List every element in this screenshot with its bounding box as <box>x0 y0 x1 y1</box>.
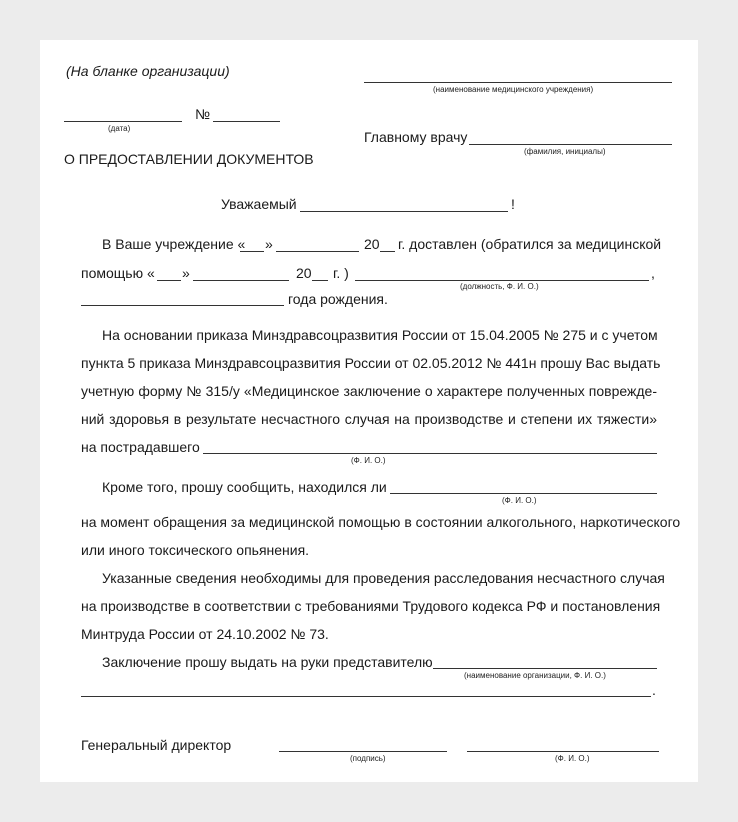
p1-line2-prefix: помощью « <box>81 265 155 281</box>
p1-year-prefix: 20 <box>364 236 380 252</box>
signature-label: Генеральный директор <box>81 737 232 753</box>
p3-fio-caption: (Ф. И. О.) <box>502 496 537 505</box>
p1-quote-close-2: » <box>182 265 190 281</box>
addressee-label: Главному врачу <box>364 129 468 145</box>
chief-name-field[interactable] <box>469 144 672 145</box>
date-caption: (дата) <box>108 124 131 133</box>
p1-year-prefix-2: 20 <box>296 265 312 281</box>
date-field[interactable] <box>64 121 182 122</box>
signature-field[interactable] <box>279 751 447 752</box>
director-name-field[interactable] <box>467 751 659 752</box>
victim-position-field[interactable] <box>355 280 649 281</box>
birth-suffix: года рождения. <box>288 291 388 307</box>
number-field[interactable] <box>213 121 280 122</box>
p2-line3: учетную форму № 315/у «Медицинское заключение о характере полученных поврежде- <box>81 383 657 399</box>
p3-line1-prefix: Кроме того, прошу сообщить, находился ли <box>102 479 387 495</box>
p2-line1: На основании приказа Минздравсоцразвития России от 15.04.2005 № 275 и с учетом <box>102 327 658 343</box>
patient-name-field[interactable] <box>390 493 657 494</box>
p5-line1-prefix: Заключение прошу выдать на руки представителю <box>102 654 433 670</box>
p4-line3: Минтруда России от 24.10.2002 № 73. <box>81 626 329 642</box>
p2-line2: пункта 5 приказа Минздравсоцразвития России от 02.05.2012 № 441н прошу Вас выдать <box>81 355 661 371</box>
p1-line2-suffix: г. ) <box>333 265 349 281</box>
p1-quote-close: » <box>265 236 273 252</box>
p4-line1: Указанные сведения необходимы для проведения расследования несчастного случая <box>102 570 665 586</box>
salutation-name-field[interactable] <box>300 211 508 212</box>
birth-year-field[interactable] <box>81 305 284 306</box>
p1-line1-prefix: В Ваше учреждение « <box>102 236 246 252</box>
number-sign: № <box>195 106 211 122</box>
salutation-label: Уважаемый <box>221 196 297 212</box>
visit-year-field[interactable] <box>312 280 328 281</box>
p1-comma: , <box>651 265 655 281</box>
director-fio-caption: (Ф. И. О.) <box>555 754 590 763</box>
subject-heading: О ПРЕДОСТАВЛЕНИИ ДОКУМЕНТОВ <box>64 151 314 167</box>
representative-field[interactable] <box>433 668 657 669</box>
victim-name-field[interactable] <box>203 453 657 454</box>
visit-month-field[interactable] <box>193 280 289 281</box>
p2-line4: ний здоровья в результате несчастного случая на производстве и степени их тяжести» <box>81 411 657 427</box>
visit-day-field[interactable] <box>157 280 181 281</box>
p3-line2: на момент обращения за медицинской помощью в состоянии алкогольного, наркотического <box>81 514 681 530</box>
institution-field[interactable] <box>364 82 672 83</box>
p3-line3: или иного токсического опьянения. <box>81 542 310 558</box>
institution-caption: (наименование медицинского учреждения) <box>433 85 594 94</box>
p2-fio-caption: (Ф. И. О.) <box>351 456 386 465</box>
arrival-day-field[interactable] <box>240 251 264 252</box>
salutation-end: ! <box>511 196 515 212</box>
letterhead-note: (На бланке организации) <box>66 63 230 79</box>
position-caption: (должность, Ф. И. О.) <box>460 282 539 291</box>
signature-caption: (подпись) <box>350 754 386 763</box>
p5-org-caption: (наименование организации, Ф. И. О.) <box>464 671 606 680</box>
p4-line2: на производстве в соответствии с требованиями Трудового кодекса РФ и постановления <box>81 598 661 614</box>
chief-caption: (фамилия, инициалы) <box>524 147 606 156</box>
p2-line5-prefix: на пострадавшего <box>81 439 200 455</box>
p5-period: . <box>652 682 656 698</box>
representative-field-continued[interactable] <box>81 696 651 697</box>
arrival-month-field[interactable] <box>276 251 359 252</box>
p1-line1-suffix: г. доставлен (обратился за медицинской <box>398 236 662 252</box>
arrival-year-field[interactable] <box>380 251 395 252</box>
